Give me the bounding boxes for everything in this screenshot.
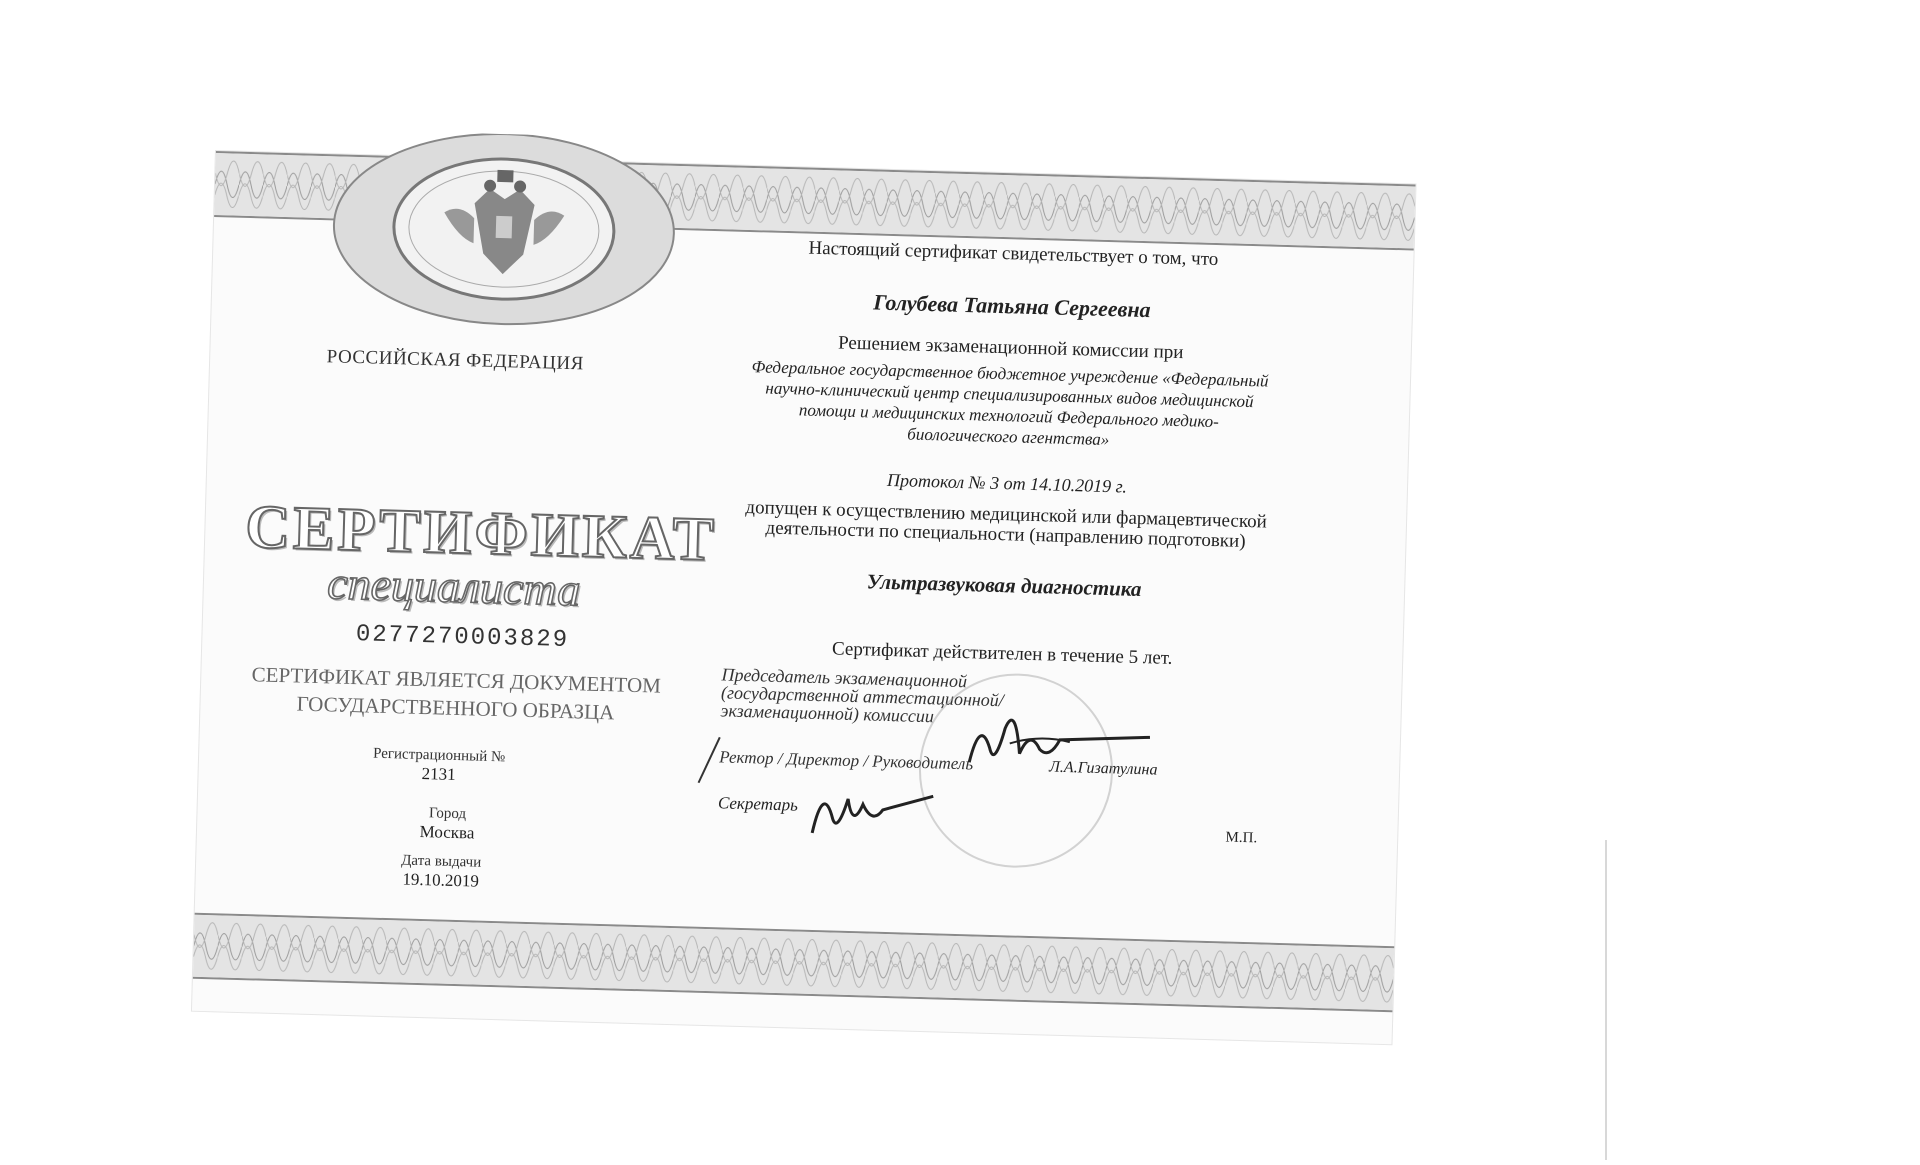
- issue-date-block: [340, 851, 541, 894]
- registration-block: [338, 745, 539, 788]
- left-column: [192, 151, 736, 1025]
- signature-icon: [959, 707, 1161, 783]
- decision-text: Решением экзаменационной комиссии при: [837, 332, 1184, 364]
- secretary-signature-icon: [807, 773, 939, 847]
- chair-label: Председатель экзаменационной (государственной аттестационной/ экзаменационной) комиссии: [720, 664, 1005, 727]
- validity-text: Сертификат действителен в течение 5 лет.: [831, 638, 1173, 669]
- issue-date-label: Дата выдачи: [400, 852, 482, 871]
- city-block: [347, 803, 548, 846]
- right-column: [712, 166, 1296, 1041]
- certificate-number: 0277270003829: [355, 621, 570, 655]
- city-label: Город: [428, 805, 467, 823]
- specialty-name: Ультразвуковая диагностика: [866, 569, 1142, 602]
- holder-name: Голубева Татьяна Сергеевна: [872, 289, 1151, 323]
- certificate-page: [191, 150, 1417, 1045]
- protocol-text: Протокол № 3 от 14.10.2019 г.: [886, 469, 1128, 497]
- rector-label: Ректор / Директор / Руководитель: [718, 747, 974, 774]
- registration-label: Регистрационный №: [372, 745, 506, 766]
- registration-value: 2131: [421, 764, 456, 784]
- stamp-place-label: М.П.: [1225, 829, 1258, 847]
- intro-text: Настоящий сертификат свидетельствует о том, что: [808, 237, 1219, 271]
- city-value: Москва: [419, 821, 475, 843]
- slash-mark: [693, 735, 724, 786]
- certificate-subtitle: специалиста: [326, 557, 582, 616]
- scan-edge: [1605, 840, 1607, 1160]
- issue-date-value: 19.10.2019: [402, 869, 480, 891]
- chair-name: Л.А.Гизатулина: [1048, 758, 1158, 779]
- state-document-note: СЕРТИФИКАТ ЯВЛЯЕТСЯ ДОКУМЕНТОМ ГОСУДАРСТВЕННОГО ОБРАЗЦА: [251, 662, 662, 725]
- admission-text: допущен к осуществлению медицинской или фармацевтической деятельности по специальности (направлению подготовки): [745, 496, 1268, 552]
- organization-name: Федеральное государственное бюджетное учреждение «Федеральный научно-клинический центр специализированных видов медицинской помощи и медицинских технологий Федерального медико-биологического агентства»: [751, 357, 1269, 450]
- country-label: РОССИЙСКАЯ ФЕДЕРАЦИЯ: [326, 346, 585, 375]
- certificate-title: СЕРТИФИКАТ: [244, 493, 718, 575]
- secretary-label: Секретарь: [717, 793, 799, 815]
